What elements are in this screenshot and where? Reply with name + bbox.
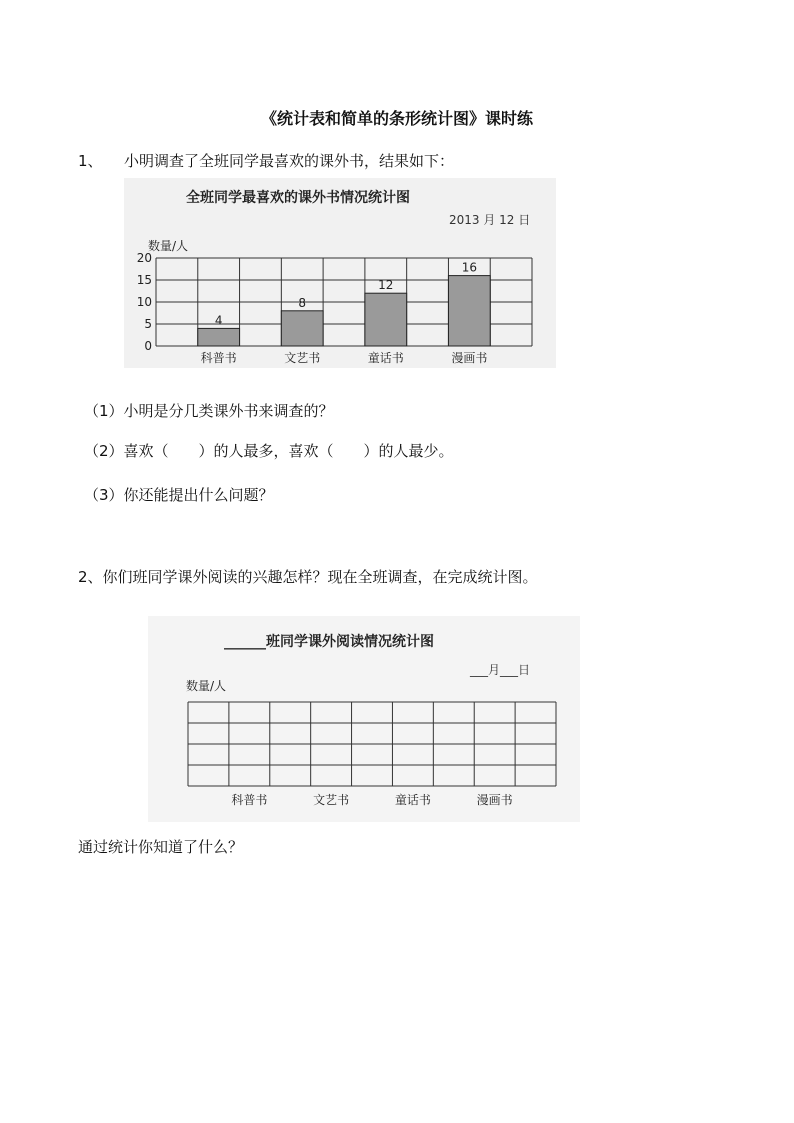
chart-1-bar: [281, 311, 323, 346]
chart-2-ylabel: 数量/人: [186, 679, 227, 693]
chart-1-ytick: 20: [136, 251, 152, 265]
chart-1-ytick: 10: [136, 295, 152, 309]
chart-1-data-label: 12: [378, 278, 394, 293]
chart-2-category-label: 文艺书: [313, 793, 350, 807]
chart-1-category-label: 文艺书: [284, 351, 321, 365]
chart-2-category-label: 漫画书: [476, 793, 513, 807]
question-1-text: 小明调查了全班同学最喜欢的课外书，结果如下：: [124, 152, 455, 170]
chart-2-photo: [148, 616, 580, 822]
chart-1-bar: [448, 276, 490, 346]
chart-1-category-label: 科普书: [200, 351, 237, 365]
sub-question-2: （2）喜欢（ ）的人最多，喜欢（ ）的人最少。: [84, 442, 454, 460]
chart-2-category-label: 童话书: [394, 793, 431, 807]
sub-question-3: （3）你还能提出什么问题？: [84, 486, 274, 504]
chart-2-date: ___月___日: [470, 663, 531, 677]
chart-1-date: 2013 月 12 日: [449, 213, 531, 227]
chart-1-ytick: 0: [144, 339, 152, 353]
chart-1-ytick: 15: [136, 273, 152, 287]
chart-1-title: 全班同学最喜欢的课外书情况统计图: [186, 190, 410, 206]
chart-1-plot: [137, 251, 532, 365]
chart-2-category-label: 科普书: [231, 793, 268, 807]
chart-1-ylabel: 数量/人: [148, 239, 189, 253]
question-2-followup: 通过统计你知道了什么？: [78, 838, 244, 856]
chart-1-bar: [365, 293, 407, 346]
chart-1-photo: [124, 178, 556, 368]
question-2-text: 2、你们班同学课外阅读的兴趣怎样？现在全班调查，在完成统计图。: [78, 568, 538, 586]
chart-2-plot: [188, 702, 556, 807]
chart-1-data-label: 16: [461, 260, 477, 275]
chart-1-ytick: 5: [144, 317, 152, 331]
chart-1-category-label: 漫画书: [451, 351, 488, 365]
chart-1-category-label: 童话书: [367, 351, 404, 365]
sub-question-1: （1）小明是分几类课外书来调查的？: [84, 402, 334, 420]
chart-1-bar: [198, 328, 240, 346]
worksheet-title: 《统计表和简单的条形统计图》课时练: [260, 109, 533, 128]
question-1-number: 1、: [78, 152, 103, 170]
chart-1-data-label: 8: [298, 295, 307, 310]
chart-1-data-label: 4: [214, 313, 223, 328]
chart-2: [148, 616, 580, 822]
chart-1: [124, 178, 556, 368]
chart-2-title: ______班同学课外阅读情况统计图: [224, 634, 434, 650]
